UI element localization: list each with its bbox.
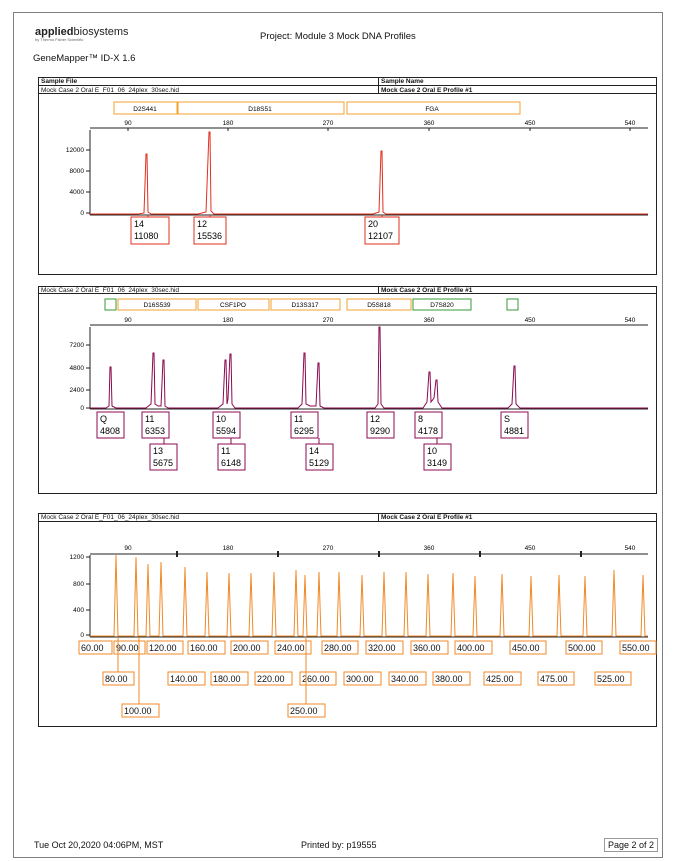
size-label: 120.00 [149,643,177,653]
marker-label: D16S539 [143,302,171,309]
size-label: 260.00 [302,674,330,684]
size-label: 60.00 [81,643,104,653]
allele-label: 12 [370,414,381,424]
x-tick: 180 [222,317,234,324]
size-label: 425.00 [486,674,514,684]
marker-label: D2S441 [133,106,157,113]
y-tick: 0 [80,632,84,639]
marker-label: D7S820 [430,302,454,309]
size-label: 90.00 [116,643,139,653]
x-tick: 540 [624,317,636,324]
size-label: 280.00 [324,643,352,653]
sample-name-value: Mock Case 2 Oral E Profile #1 [381,87,473,94]
empty-bin-box[interactable] [105,299,116,310]
size-label: 100.00 [124,706,152,716]
sample-file-label: Sample File [41,78,78,85]
size-label: 300.00 [346,674,374,684]
allele-height: 5594 [216,426,237,436]
allele-label: 12 [197,219,208,229]
y-tick: 1200 [69,554,84,561]
panel1-header-row [38,77,657,86]
printed-by: Printed by: p19555 [301,840,377,850]
allele-label: Q [100,414,108,424]
marker-label: D18S51 [248,106,272,113]
orange-trace [90,555,648,636]
sample-file-value: Mock Case 2 Oral E_F01_06_24plex_30sec.hid [41,514,180,521]
size-label: 200.00 [233,643,261,653]
x-tick: 270 [322,120,334,127]
print-date: Tue Oct 20,2020 04:06PM, MST [34,840,164,850]
x-tick: 540 [624,545,636,552]
y-tick: 0 [80,210,84,217]
allele-label: 11 [221,446,231,456]
size-label: 250.00 [290,706,318,716]
size-label: 400.00 [457,643,485,653]
allele-label: 11 [145,414,155,424]
x-tick: 270 [322,545,334,552]
logo-subtitle: by Thermo Fisher Scientific [35,37,84,42]
y-tick: 12000 [65,147,84,154]
project-title: Project: Module 3 Mock DNA Profiles [260,31,416,42]
allele-label: 8 [418,414,424,424]
allele-height: 4881 [504,426,525,436]
x-tick: 360 [423,120,435,127]
electropherogram-size-standard [38,522,657,726]
allele-label: 10 [216,414,227,424]
marker-label: D13S317 [291,302,319,309]
x-tick: 90 [124,317,132,324]
size-label: 380.00 [435,674,463,684]
blue-trace [90,132,648,214]
x-tick: 450 [524,120,536,127]
x-tick: 270 [322,317,334,324]
allele-height: 15536 [197,231,223,241]
marker-label: CSF1PO [219,302,247,309]
y-tick: 0 [80,405,84,412]
size-label: 525.00 [597,674,625,684]
size-label: 500.00 [568,643,596,653]
allele-height: 6148 [221,458,242,468]
allele-height: 4808 [100,426,121,436]
x-tick: 450 [524,317,536,324]
y-tick: 8000 [69,168,84,175]
empty-bin-box[interactable] [507,299,518,310]
sample-name-value: Mock Case 2 Oral E Profile #1 [381,514,473,521]
page-number: Page 2 of 2 [604,838,658,852]
size-label: 240.00 [277,643,305,653]
size-label: 320.00 [368,643,396,653]
allele-label: 14 [309,446,320,456]
sample-name-label: Sample Name [381,78,424,85]
x-tick: 360 [423,545,435,552]
electropherogram-blue [38,94,657,274]
x-tick: 90 [124,545,132,552]
size-label: 475.00 [540,674,568,684]
size-label: 180.00 [213,674,241,684]
marker-label: D5S818 [367,302,391,309]
x-tick: 360 [423,317,435,324]
size-label: 550.00 [622,643,650,653]
electropherogram-green [38,294,657,493]
x-tick: 450 [524,545,536,552]
allele-label: 13 [153,446,164,456]
allele-height: 9290 [370,426,391,436]
y-tick: 4800 [69,365,84,372]
y-tick: 2400 [69,387,84,394]
y-tick: 7200 [69,342,84,349]
allele-label: 11 [294,414,304,424]
allele-height: 6353 [145,426,166,436]
allele-label: S [504,414,511,424]
allele-height: 3149 [427,458,448,468]
x-tick: 180 [222,120,234,127]
allele-height: 12107 [368,231,394,241]
allele-label: 20 [368,219,379,229]
allele-height: 11080 [134,231,159,241]
x-tick: 90 [124,120,132,127]
size-label: 340.00 [391,674,419,684]
applied-biosystems-logo: appliedbiosystems [35,26,129,38]
size-label: 450.00 [512,643,540,653]
y-tick: 400 [73,607,84,614]
panel3-col-divider [378,513,379,522]
sample-name-value: Mock Case 2 Oral E Profile #1 [381,287,473,294]
panel1-col-divider [378,77,379,94]
allele-height: 4178 [418,426,439,436]
allele-label: 10 [427,446,438,456]
green-trace [90,327,648,408]
y-tick: 800 [73,581,84,588]
allele-height: 6295 [294,426,315,436]
allele-label: 14 [134,219,145,229]
sample-file-value: Mock Case 2 Oral E_F01_06_24plex_30sec.hid [41,287,180,294]
panel2-col-divider [378,286,379,294]
size-label: 220.00 [257,674,285,684]
size-label: 80.00 [105,674,128,684]
size-label: 140.00 [170,674,198,684]
sample-file-value: Mock Case 2 Oral E_F01_06_24plex_30sec.hid [41,87,180,94]
allele-height: 5129 [309,458,330,468]
size-label: 360.00 [413,643,441,653]
size-label: 160.00 [190,643,218,653]
app-name: GeneMapper™ ID-X 1.6 [33,53,136,64]
x-tick: 540 [624,120,636,127]
y-tick: 4000 [69,189,84,196]
allele-height: 5675 [153,458,174,468]
marker-label: FGA [425,106,439,113]
x-tick: 180 [222,545,234,552]
